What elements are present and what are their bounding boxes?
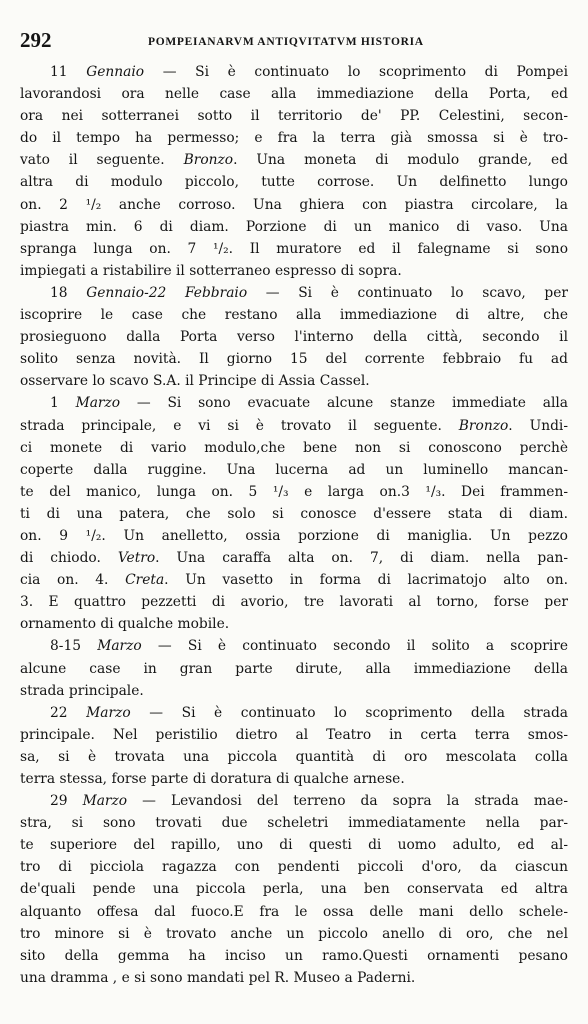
text-line [20, 768, 568, 790]
text-line [20, 171, 568, 193]
text-line [20, 61, 568, 83]
text-line [20, 127, 568, 149]
text-line [20, 878, 568, 900]
text-line [20, 967, 568, 989]
text-line [20, 591, 568, 613]
text-line [20, 348, 568, 370]
text-segment: 18 [50, 284, 87, 301]
text-segment: coperte dalla ruggine. Una lucerna ad un luminello mancan- [20, 461, 568, 478]
text-line [20, 812, 568, 834]
text-segment: terra stessa, forse parte di doratura di qualche arnese. [20, 771, 405, 787]
text-line [20, 680, 568, 702]
text-segment: solito senza novità. Il giorno 15 del corrente febbraio fu ad [20, 351, 568, 368]
text-segment: — Si è continuato lo scavo, per [247, 284, 568, 301]
italic-term: Marzo [86, 704, 131, 721]
text-line [20, 658, 568, 680]
text-line [20, 437, 568, 459]
text-line [20, 790, 568, 812]
text-segment: tro di picciola ragazza con pendenti piccoli d'oro, da ciascun [20, 859, 568, 876]
text-segment: . Una moneta di modulo grande, ed [233, 152, 568, 169]
text-segment: ci monete di vario modulo,che bene non si conoscono perchè [20, 439, 568, 456]
text-segment: lavorandosi ora nelle case alla immediazione della Porta, ed [20, 86, 568, 103]
text-segment: 29 [50, 793, 83, 810]
text-segment: 22 [50, 704, 87, 721]
text-segment: strada principale. [20, 682, 144, 699]
text-segment: piastra min. 6 di diam. Porzione di un manico di vaso. Una [20, 218, 568, 235]
page-header [20, 28, 568, 52]
text-segment: stra, si sono trovati due scheletri immediatamente nella par- [20, 815, 568, 832]
text-segment: 3. E quattro pezzetti di avorio, tre lavorati al torno, forse per [20, 594, 568, 611]
text-line [20, 481, 568, 503]
text-segment: cia on. 4. [20, 572, 126, 589]
text-line [20, 569, 568, 591]
text-segment: — Levandosi del terreno da sopra la strada mae- [127, 793, 568, 810]
text-line [20, 635, 568, 657]
text-line [20, 282, 568, 304]
text-segment: sa, si è trovata una piccola quantità di oro mescolata colla [20, 748, 568, 765]
text-line [20, 503, 568, 525]
text-segment: — Si sono evacuate alcune stanze immediate alla [120, 395, 568, 412]
text-line [20, 194, 568, 216]
text-segment: principale. Nel peristilio dietro al Teatro in certa terra smos- [20, 726, 568, 743]
text-line [20, 525, 568, 547]
text-segment: impiegati a ristabilire il sotterraneo espresso di sopra. [20, 262, 402, 279]
italic-term: Bronzo [458, 417, 509, 434]
text-segment: osservare lo scavo S.A. il Principe di Assia Cassel. [20, 373, 370, 390]
text-line [20, 238, 568, 260]
text-segment: te superiore del rapillo, uno di questi di uomo adulto, ed al- [20, 837, 568, 854]
text-segment: — Si è continuato lo scoprimento della strada [130, 704, 569, 721]
text-line [20, 901, 568, 923]
text-segment: iscoprire le case che restano alla immediazione di altre, che [20, 307, 568, 324]
text-segment: ornamento di qualche mobile. [20, 616, 230, 633]
text-segment: 1 [50, 395, 76, 412]
italic-term: Creta [125, 572, 165, 589]
text-segment: . Un vasetto in forma di lacrimatojo alto on. [164, 572, 569, 589]
text-line [20, 945, 568, 967]
text-segment: di chiodo. [20, 550, 118, 567]
text-line [20, 459, 568, 481]
text-line [20, 702, 568, 724]
text-segment: una dramma , e si sono mandati pel R. Museo a Paderni. [20, 969, 416, 986]
text-line [20, 923, 568, 945]
text-segment: 8-15 [50, 638, 98, 655]
italic-term: Gennaio [86, 64, 145, 80]
text-line [20, 304, 568, 326]
text-segment: te del manico, lunga on. 5 ¹/₃ e larga on.3 ¹/₃. Dei frammen- [20, 483, 568, 500]
text-segment: alquanto offesa dal fuoco.E fra le ossa delle mani dello schele- [20, 903, 568, 920]
text-line [20, 83, 568, 105]
text-segment: on. 2 ¹/₂ anche corroso. Una ghiera con piastra circolare, la [20, 196, 568, 213]
text-segment: altra di modulo piccolo, tutte corrose. Un delfinetto lungo [20, 174, 568, 191]
italic-term: Marzo [97, 638, 142, 655]
text-line [20, 547, 568, 569]
text-segment: ora nei sotterranei sotto il territorio de' PP. Celestini, secon- [20, 108, 568, 125]
text-segment: 11 [50, 64, 87, 80]
text-segment: ti di una patera, che solo si conosce d'essere stata di diam. [20, 505, 568, 522]
text-line [20, 746, 568, 768]
text-line [20, 415, 568, 437]
text-segment: de'quali pende una piccola perla, una ben conservata ed altra [20, 881, 568, 898]
text-line [20, 149, 568, 171]
italic-term: Bronzo [183, 152, 234, 169]
text-line [20, 834, 568, 856]
text-segment: tro minore si è trovato anche un piccolo anello di oro, che nel [20, 925, 568, 942]
text-segment: on. 9 ¹/₂. Un anelletto, ossia porzione di maniglia. Un pezzo [20, 527, 568, 544]
text-line [20, 260, 568, 282]
body-text [20, 61, 568, 989]
page-number: 292 [20, 28, 52, 52]
italic-term: Marzo [75, 395, 121, 412]
text-segment: — Si è continuato lo scoprimento di Pompei [144, 64, 569, 80]
text-segment: vato il seguente. [20, 152, 184, 169]
text-segment: prosieguono dalla Porta verso l'interno della città, secondo il [20, 329, 568, 346]
text-segment: strada principale, e vi si è trovato il seguente. [20, 417, 459, 434]
italic-term: Marzo [82, 793, 128, 810]
italic-term: Gennaio-22 Febbraio [86, 284, 248, 301]
text-line [20, 613, 568, 635]
text-segment: alcune case in gran parte dirute, alla immediazione della [20, 660, 568, 677]
text-line [20, 326, 568, 348]
italic-term: Vetro [117, 550, 156, 567]
text-segment: spranga lunga on. 7 ¹/₂. Il muratore ed il falegname si sono [20, 240, 568, 257]
text-segment: do il tempo ha permesso; e fra la terra già smossa si è tro- [20, 130, 568, 147]
text-line [20, 856, 568, 878]
text-line [20, 216, 568, 238]
text-line [20, 724, 568, 746]
text-segment: . Undi- [508, 417, 569, 434]
text-line [20, 105, 568, 127]
text-line [20, 392, 568, 414]
text-segment: — Si è continuato secondo il solito a scoprire [141, 638, 568, 655]
text-line [20, 370, 568, 392]
text-segment: sito della gemma ha inciso un ramo.Questi ornamenti pesano [20, 947, 568, 964]
running-title: POMPEIANARVM ANTIQVITATVM HISTORIA [148, 36, 424, 48]
text-segment: . Una caraffa alta on. 7, di diam. nella pan- [155, 550, 568, 567]
